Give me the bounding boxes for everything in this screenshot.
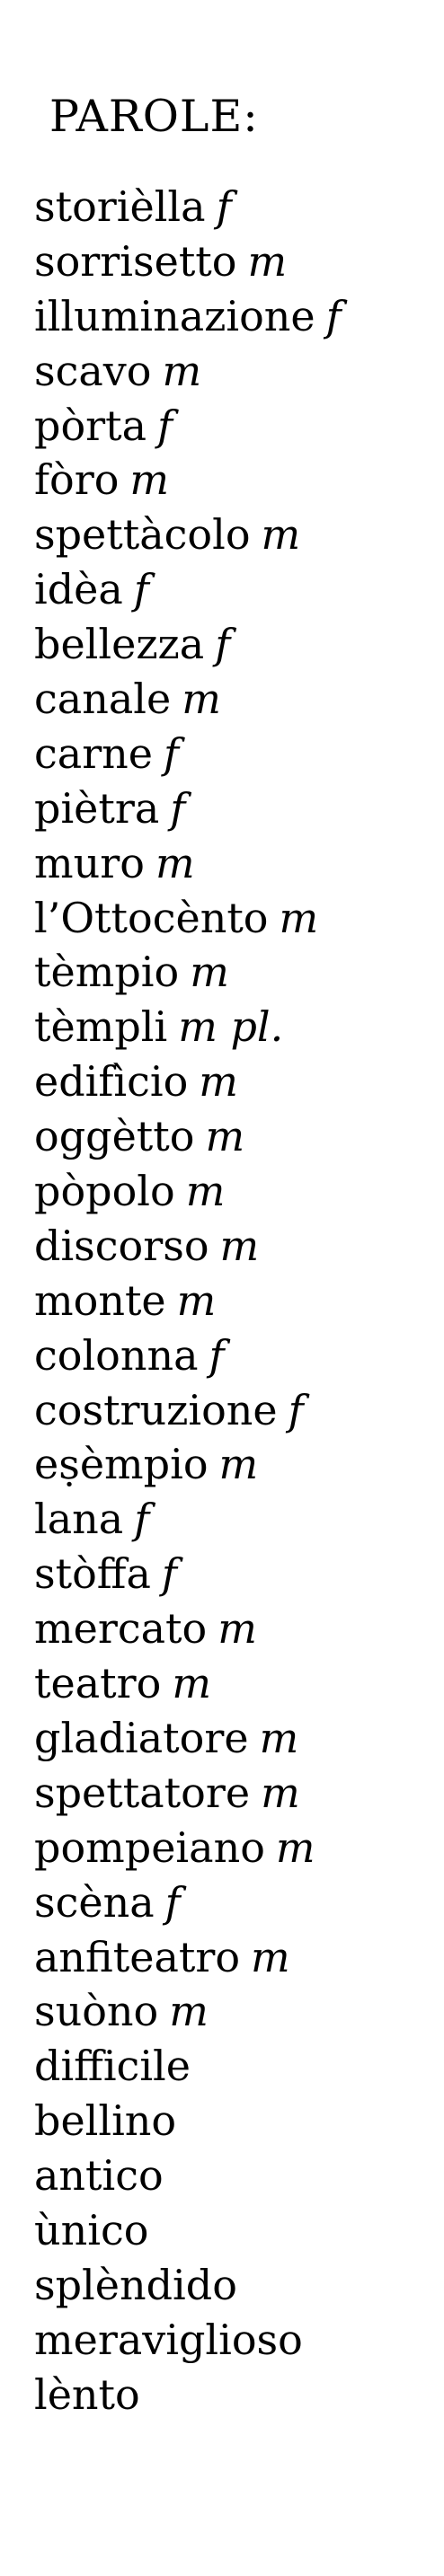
vocabulary-word: canale: [34, 675, 172, 724]
list-item: [34, 453, 342, 507]
gender-marker: f: [215, 620, 231, 669]
vocabulary-word: meraviglioso: [34, 2315, 303, 2364]
gender-marker: m: [251, 1932, 290, 1981]
gender-marker: m: [185, 1167, 226, 1216]
vocabulary-word: spettatore: [34, 1768, 251, 1817]
list-item: [34, 781, 342, 836]
list-item: [34, 672, 342, 727]
gender-marker: f: [288, 1385, 304, 1434]
gender-marker: m: [176, 1275, 217, 1325]
vocabulary-word: anfiteatro: [34, 1932, 241, 1981]
vocabulary-word: bellino: [34, 2096, 177, 2146]
vocabulary-word: lana: [34, 1495, 124, 1544]
list-item: [34, 1711, 342, 1766]
vocabulary-word: splèndido: [34, 2260, 237, 2309]
gender-marker: m: [169, 1987, 209, 2036]
list-item: [34, 617, 342, 672]
vocabulary-word: tèmpio: [34, 948, 180, 997]
gender-marker: m: [261, 1768, 300, 1817]
gender-marker: f: [164, 728, 180, 778]
vocabulary-word: suòno: [34, 1987, 159, 2036]
vocabulary-word: gladiatore: [34, 1713, 249, 1762]
list-item: [34, 1328, 342, 1383]
list-item: [34, 1109, 342, 1164]
list-item: [34, 1930, 342, 1985]
vocabulary-word: costruzione: [34, 1385, 278, 1434]
vocabulary-word: bellezza: [34, 620, 205, 669]
vocabulary-word: fòro: [34, 455, 120, 505]
list-item: [34, 2313, 342, 2368]
gender-marker: m: [129, 455, 170, 505]
list-item: [34, 1492, 342, 1547]
gender-marker: m: [190, 948, 229, 997]
list-item: [34, 2039, 342, 2094]
list-item: [34, 234, 342, 289]
vocabulary-word: teatro: [34, 1659, 162, 1708]
list-item: [34, 1821, 342, 1875]
list-item: [34, 1164, 342, 1219]
list-item: [34, 344, 342, 399]
vocabulary-word: stòffa: [34, 1549, 151, 1599]
vocabulary-word: mercato: [34, 1604, 208, 1654]
vocabulary-word: difficile: [34, 2042, 191, 2091]
vocabulary-word: sorrisetto: [34, 236, 237, 286]
vocabulary-word: discorso: [34, 1221, 209, 1270]
list-item: [34, 1601, 342, 1656]
gender-marker: m: [205, 1112, 245, 1161]
list-item: [34, 1054, 342, 1109]
list-item: [34, 1274, 342, 1328]
list-item: [34, 399, 342, 454]
gender-marker: f: [134, 1495, 150, 1544]
gender-marker: m: [279, 893, 319, 942]
list-item: [34, 1656, 342, 1711]
vocabulary-word: muro: [34, 838, 145, 887]
gender-marker: f: [325, 291, 342, 340]
list-item: [34, 1875, 342, 1930]
list-item: [34, 891, 342, 946]
gender-marker: f: [133, 565, 149, 614]
vocabulary-word: pòrta: [34, 401, 147, 450]
gender-marker: m: [219, 1221, 260, 1270]
vocabulary-word: monte: [34, 1275, 166, 1325]
gender-marker: m: [259, 1713, 299, 1762]
list-item: [34, 1766, 342, 1821]
list-item: [34, 1984, 342, 2039]
gender-marker: m pl.: [178, 1002, 284, 1052]
list-item: [34, 727, 342, 781]
list-item: [34, 1383, 342, 1438]
vocabulary-word: antico: [34, 2151, 164, 2201]
vocabulary-word: l’Ottocènto: [34, 893, 269, 942]
word-list: [34, 180, 342, 2422]
list-item: [34, 2258, 342, 2313]
gender-marker: m: [172, 1659, 211, 1708]
vocabulary-word: edifìcio: [34, 1057, 189, 1107]
page-title: PAROLE:: [49, 91, 259, 142]
gender-marker: f: [209, 1330, 225, 1380]
vocabulary-word: colonna: [34, 1330, 199, 1380]
vocabulary-word: pompeiano: [34, 1822, 265, 1872]
gender-marker: f: [161, 1549, 177, 1599]
gender-marker: f: [170, 783, 186, 833]
list-item: [34, 180, 342, 234]
list-item: [34, 2094, 342, 2148]
vocabulary-word: illuminazione: [34, 291, 315, 340]
gender-marker: m: [162, 346, 202, 395]
vocabulary-word: idèa: [34, 565, 123, 614]
gender-marker: m: [155, 838, 195, 887]
vocabulary-word: scavo: [34, 346, 152, 395]
list-item: [34, 1219, 342, 1274]
vocabulary-word: pòpolo: [34, 1167, 175, 1216]
gender-marker: m: [218, 1440, 259, 1489]
vocabulary-word: storièlla: [34, 182, 206, 231]
vocabulary-word: scèna: [34, 1877, 155, 1927]
gender-marker: f: [164, 1877, 181, 1927]
list-item: [34, 2368, 342, 2422]
list-item: [34, 2148, 342, 2203]
list-item: [34, 945, 342, 1000]
gender-marker: m: [261, 510, 301, 560]
vocabulary-word: tèmpli: [34, 1002, 168, 1052]
list-item: [34, 507, 342, 562]
gender-marker: f: [157, 401, 173, 450]
list-item: [34, 836, 342, 891]
list-item: [34, 1437, 342, 1492]
list-item: [34, 1547, 342, 1601]
list-item: [34, 562, 342, 617]
vocabulary-word: oggètto: [34, 1112, 195, 1161]
list-item: [34, 1000, 342, 1054]
gender-marker: m: [182, 675, 221, 724]
gender-marker: m: [275, 1822, 315, 1872]
vocabulary-word: eṣèmpio: [34, 1440, 209, 1489]
vocabulary-word: carne: [34, 728, 154, 778]
gender-marker: f: [216, 182, 232, 231]
list-item: [34, 289, 342, 344]
gender-marker: m: [199, 1057, 238, 1107]
vocabulary-word: ùnico: [34, 2205, 149, 2254]
vocabulary-word: spettàcolo: [34, 510, 251, 560]
vocabulary-word: piètra: [34, 783, 160, 833]
gender-marker: m: [218, 1604, 257, 1654]
gender-marker: m: [247, 236, 288, 286]
vocabulary-word: lènto: [34, 2369, 140, 2419]
list-item: [34, 2203, 342, 2258]
